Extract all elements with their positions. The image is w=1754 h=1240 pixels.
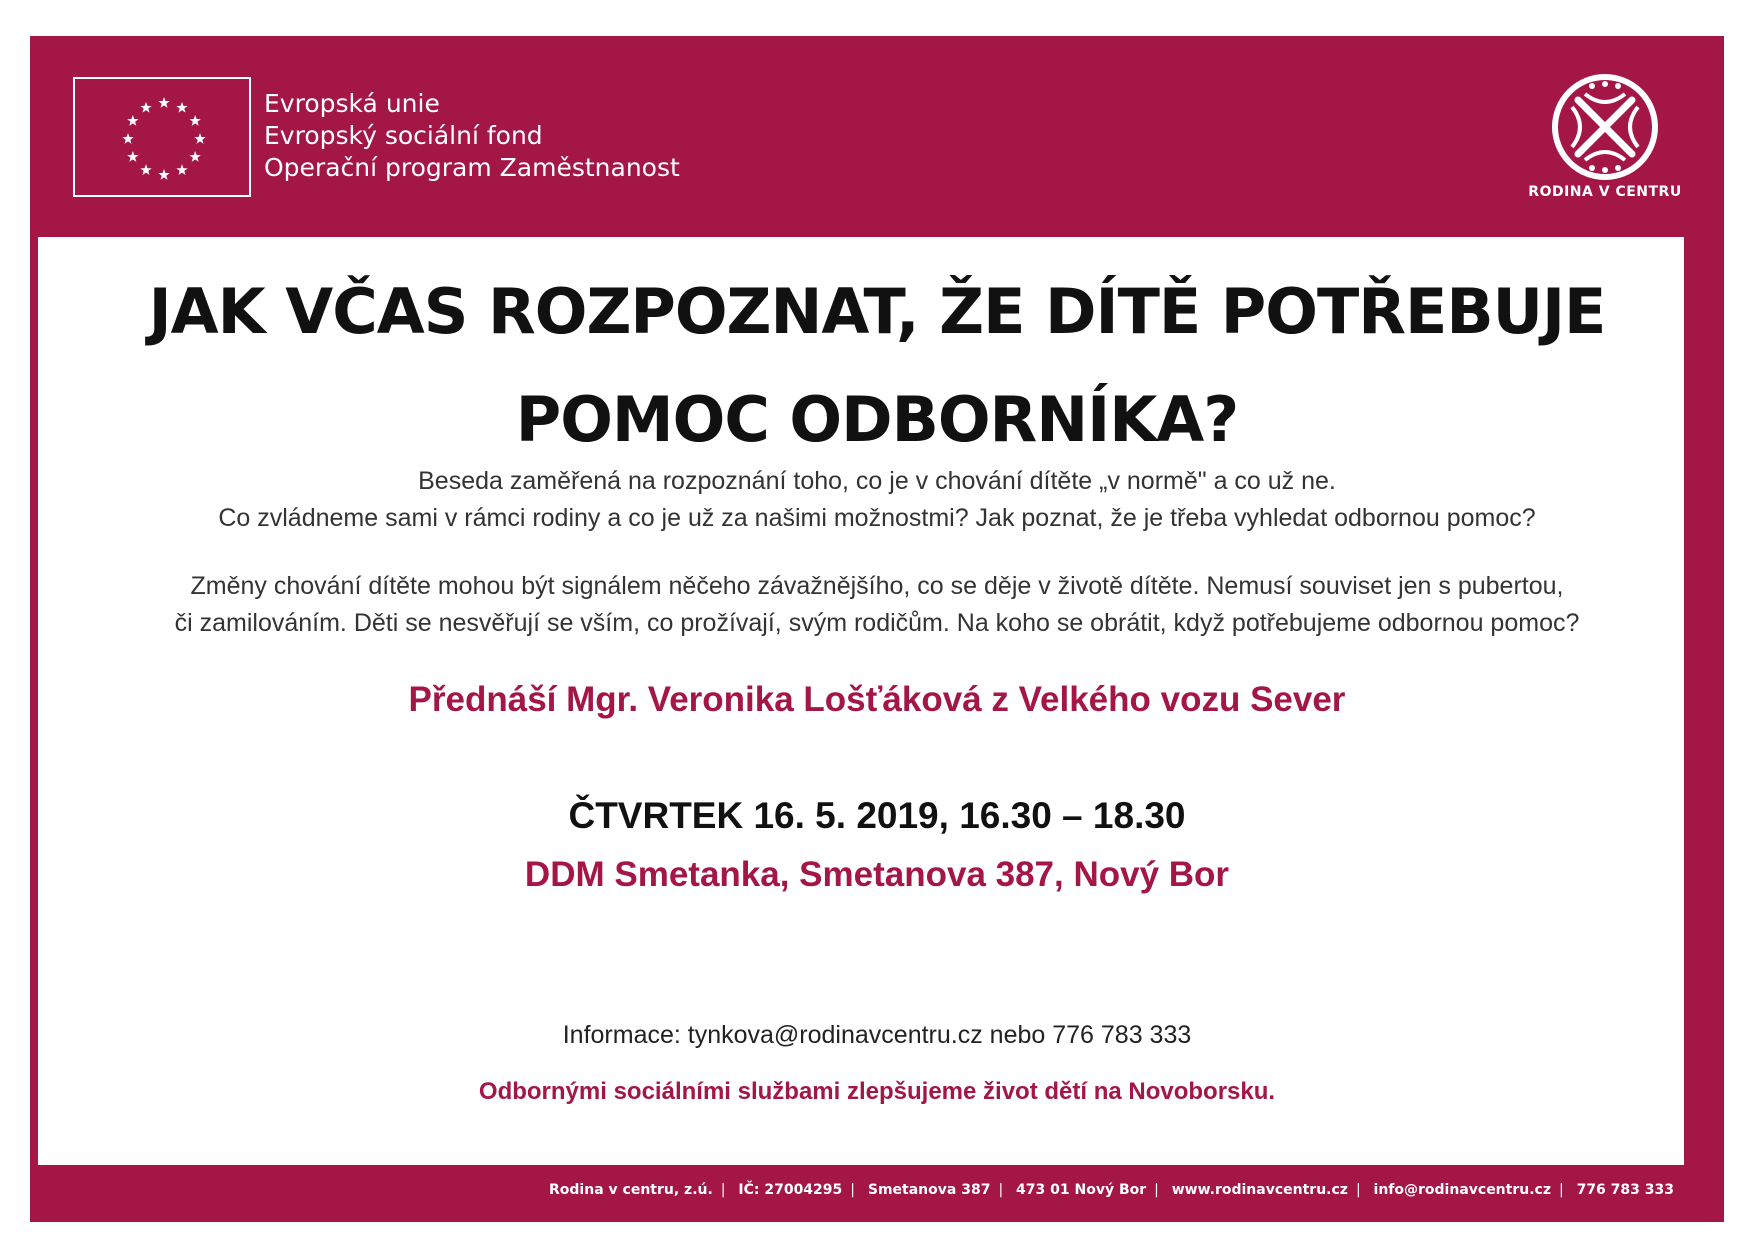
eu-star <box>189 151 200 162</box>
event-venue: DDM Smetanka, Smetanova 387, Nový Bor <box>524 855 1230 894</box>
event-date: ČTVRTEK 16. 5. 2019, 16.30 – 18.30 <box>568 795 1186 836</box>
eu-star <box>176 164 187 175</box>
body-line-2: či zamilováním. Děti se nesvěřují se vším, co prožívají, svým rodičům. Na koho se obrátit, když potřebujeme odbornou pomoc? <box>174 609 1580 637</box>
contact-info: Informace: tynkova@rodinavcentru.cz nebo 776 783 333 <box>562 1021 1192 1049</box>
title-line-2: POMOC ODBORNÍKA? <box>515 383 1239 456</box>
intro-line-2: Co zvládneme sami v rámci rodiny a co je už za našimi možnostmi? Jak poznat, že je třeba vyhledat odbornou pomoc? <box>218 504 1536 532</box>
footer-email[interactable]: info@rodinavcentru.cz <box>1373 1182 1551 1198</box>
eu-star <box>127 115 138 126</box>
eu-star <box>127 151 138 162</box>
footer-org: Rodina v centru, z.ú. <box>549 1182 713 1198</box>
eu-line-fund: Evropský sociální fond <box>264 121 543 150</box>
eu-star <box>194 133 205 144</box>
lecturer-line: Přednáší Mgr. Veronika Lošťáková z Velkého vozu Sever <box>408 680 1346 719</box>
footer-phone: 776 783 333 <box>1576 1182 1674 1198</box>
footer-street: Smetanova 387 <box>867 1182 991 1198</box>
eu-star <box>189 115 200 126</box>
eu-star <box>122 133 133 144</box>
intro-paragraph <box>0 463 1754 537</box>
title-line-1: JAK VČAS ROZPOZNAT, ŽE DÍTĚ POTŘEBUJE <box>148 275 1606 348</box>
footer-city: 473 01 Nový Bor <box>1016 1182 1147 1198</box>
eu-star <box>140 102 151 113</box>
eu-line-program: Operační program Zaměstnanost <box>264 153 680 182</box>
eu-star <box>158 97 169 108</box>
rodina-v-centru-logo-icon <box>1550 72 1660 182</box>
motto: Odbornými sociálními službami zlepšujeme život dětí na Novoborsku. <box>478 1078 1276 1105</box>
intro-line-1: Beseda zaměřená na rozpoznání toho, co je v chování dítěte „v normě" a co už ne. <box>418 467 1336 495</box>
eu-stars-icon <box>117 93 211 185</box>
page-title <box>0 258 1754 474</box>
eu-star <box>140 164 151 175</box>
eu-star <box>176 102 187 113</box>
org-logo-text: RODINA V CENTRU <box>1528 184 1682 200</box>
eu-star <box>158 169 169 180</box>
body-paragraph <box>0 568 1754 642</box>
eu-funding-text <box>264 88 680 184</box>
body-line-1: Změny chování dítěte mohou být signálem něčeho závažnějšího, co se děje v životě dítěte. Nemusí souviset jen s pubertou, <box>190 572 1564 600</box>
footer-website[interactable]: www.rodinavcentru.cz <box>1171 1182 1348 1198</box>
eu-line-union: Evropská unie <box>264 89 440 118</box>
footer-ico: IČ: 27004295 <box>738 1182 843 1198</box>
eu-flag-box <box>73 77 251 197</box>
footer-bar: Rodina v centru, z.ú. | IČ: 27004295 | Smetanova 387 | 473 01 Nový Bor | www.rodinavcentru.cz | info@rodinavcentru.cz | 776 783 333 <box>549 1182 1674 1198</box>
